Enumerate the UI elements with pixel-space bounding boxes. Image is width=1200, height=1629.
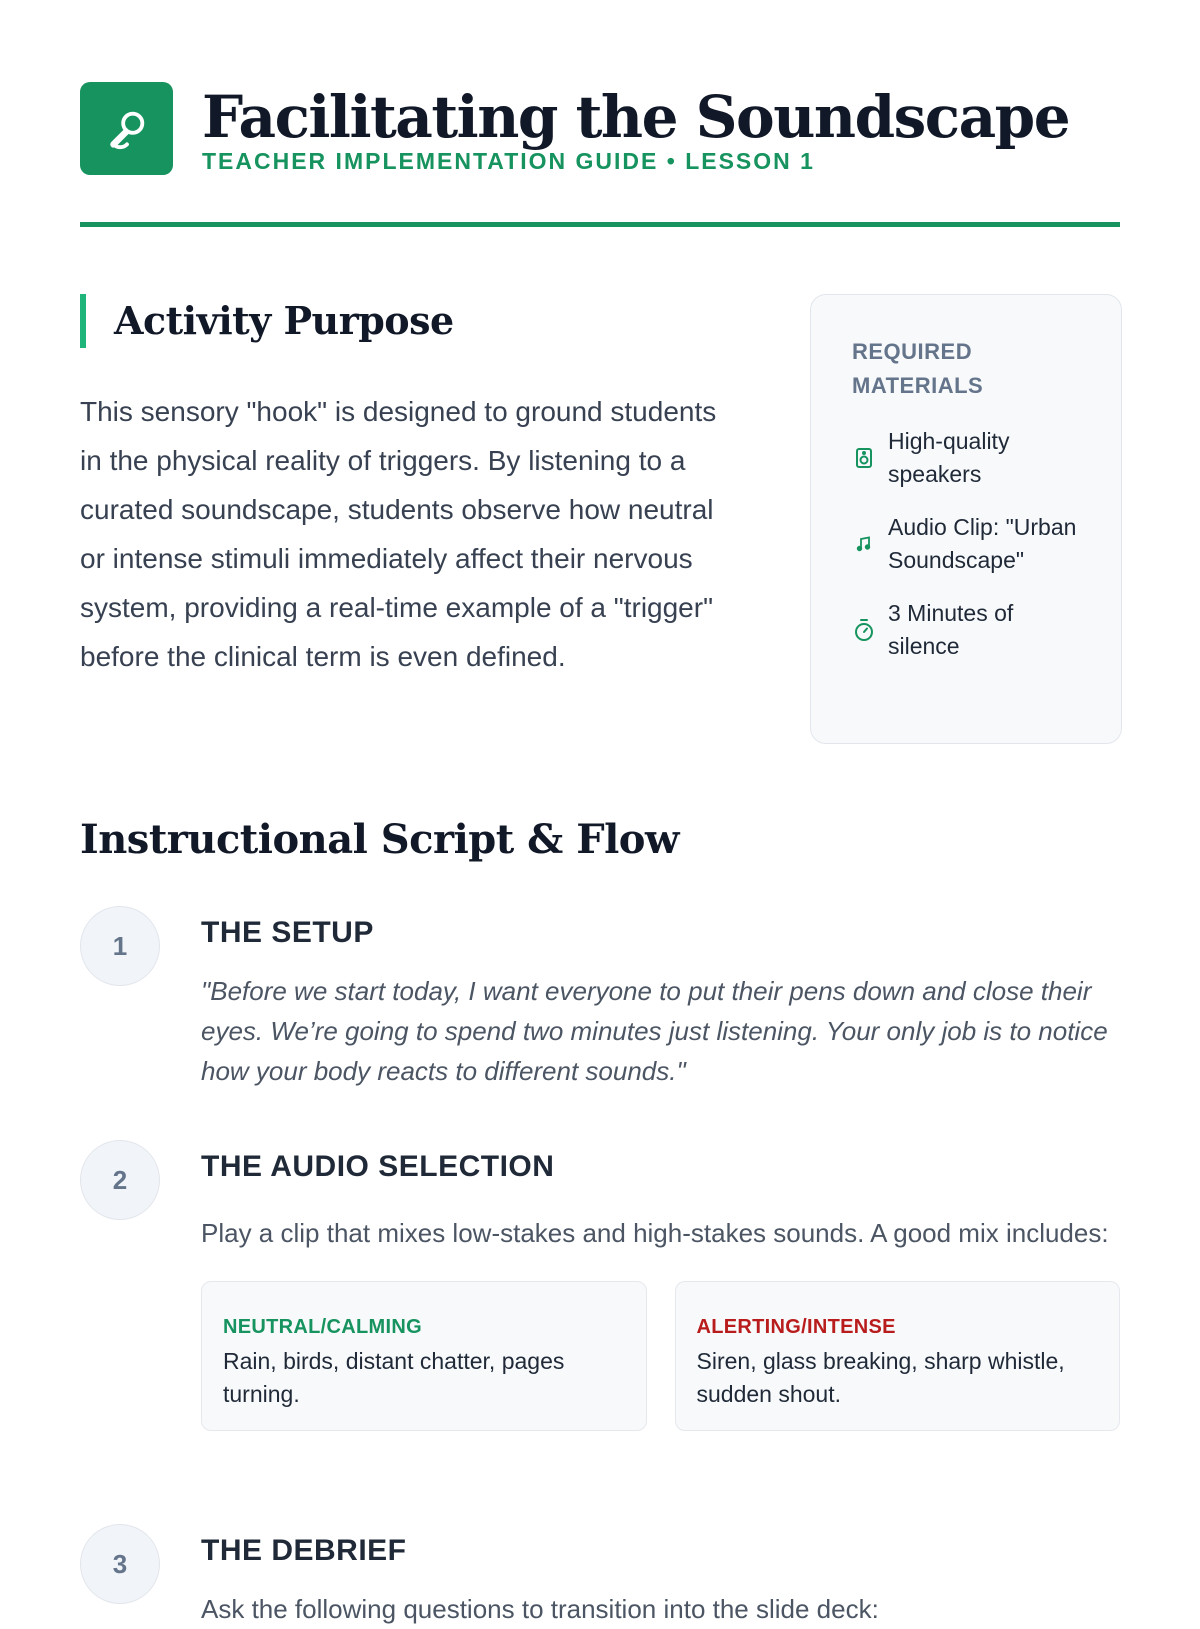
audio-examples — [201, 1281, 1120, 1431]
card-text: Rain, birds, distant chatter, pages turning. — [223, 1348, 565, 1407]
step-quote: "Before we start today, I want everyone to put their pens down and close their eyes. We’re going to spend two minutes just listening. Your only job is to notice how your body reacts to different sounds." — [201, 976, 1108, 1086]
step-title: THE SETUP — [201, 916, 374, 949]
material-item — [852, 511, 1081, 577]
speaker-icon — [852, 446, 876, 470]
material-label: High-quality speakers — [888, 428, 1010, 487]
material-item — [852, 425, 1081, 491]
alerting-card — [675, 1281, 1121, 1431]
material-label: 3 Minutes of silence — [888, 600, 1014, 659]
stopwatch-icon — [852, 618, 876, 642]
purpose-text: This sensory "hook" is designed to ground students in the physical reality of triggers. By listening to a curated soundscape, students observe how neutral or intense stimuli immediately affect their nervous system, providing a real-time example of a "trigger" before the clinical term is even defined. — [80, 396, 717, 672]
step-number: 2 — [80, 1140, 160, 1220]
material-item — [852, 597, 1081, 663]
neutral-card — [201, 1281, 647, 1431]
script-heading: Instructional Script & Flow — [80, 816, 679, 863]
page-subtitle: TEACHER IMPLEMENTATION GUIDE • LESSON 1 — [202, 148, 815, 174]
step-text: Ask the following questions to transition into the slide deck: — [201, 1594, 879, 1624]
step-number: 1 — [80, 906, 160, 986]
step-title: THE AUDIO SELECTION — [201, 1150, 555, 1183]
microphone-icon — [104, 106, 150, 152]
card-text: Siren, glass breaking, sharp whistle, sudden shout. — [696, 1348, 1065, 1407]
card-label: NEUTRAL/CALMING — [223, 1316, 422, 1338]
step-text: Play a clip that mixes low-stakes and high-stakes sounds. A good mix includes: — [201, 1218, 1109, 1248]
page-title: Facilitating the Soundscape — [202, 83, 1070, 151]
step-body — [201, 1524, 1120, 1629]
step-title: THE DEBRIEF — [201, 1534, 407, 1567]
step-body — [201, 906, 1120, 1091]
logo — [80, 82, 173, 175]
purpose-heading: Activity Purpose — [114, 298, 454, 343]
page-header — [80, 82, 1120, 227]
materials-card — [810, 294, 1122, 744]
materials-title: REQUIRED MATERIALS — [852, 339, 984, 398]
step-body — [201, 1140, 1120, 1431]
step-number: 3 — [80, 1524, 160, 1604]
card-label: ALERTING/INTENSE — [696, 1316, 896, 1338]
music-note-icon — [852, 532, 876, 556]
material-label: Audio Clip: "Urban Soundscape" — [888, 514, 1077, 573]
purpose-section-heading — [80, 294, 454, 348]
